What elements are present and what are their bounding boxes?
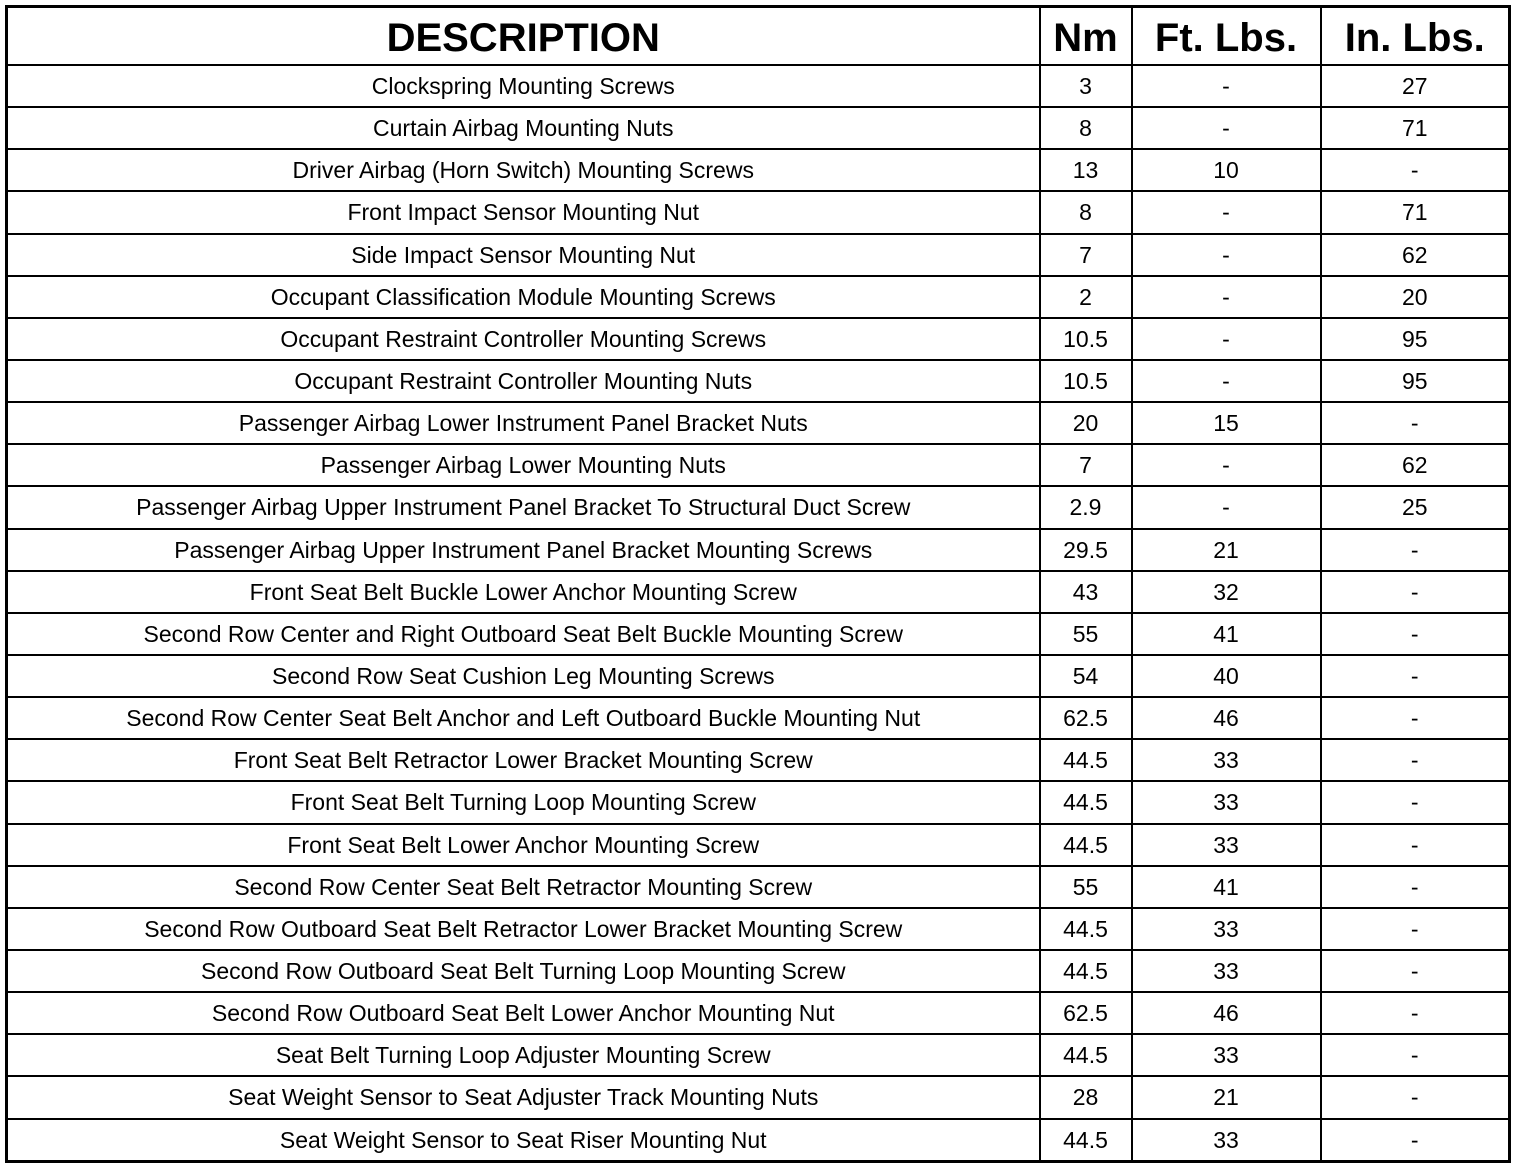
nm-cell: 62.5 — [1040, 697, 1132, 739]
table-row — [7, 149, 1510, 191]
ft-lbs-cell: 33 — [1132, 950, 1321, 992]
table-row — [7, 655, 1510, 697]
nm-cell: 44.5 — [1040, 908, 1132, 950]
in-lbs-cell: - — [1321, 529, 1510, 571]
description-cell: Second Row Center Seat Belt Retractor Mounting Screw — [7, 866, 1040, 908]
ft-lbs-cell: 15 — [1132, 402, 1321, 444]
table-header — [7, 7, 1510, 66]
in-lbs-cell: - — [1321, 992, 1510, 1034]
in-lbs-cell: 62 — [1321, 234, 1510, 276]
table-row — [7, 402, 1510, 444]
nm-cell: 2.9 — [1040, 486, 1132, 528]
ft-lbs-cell: 32 — [1132, 571, 1321, 613]
nm-cell: 7 — [1040, 234, 1132, 276]
description-cell: Clockspring Mounting Screws — [7, 65, 1040, 107]
description-cell: Seat Belt Turning Loop Adjuster Mounting Screw — [7, 1034, 1040, 1076]
table-row — [7, 571, 1510, 613]
in-lbs-cell: - — [1321, 781, 1510, 823]
table-row — [7, 1076, 1510, 1118]
nm-cell: 44.5 — [1040, 950, 1132, 992]
ft-lbs-cell: 46 — [1132, 992, 1321, 1034]
nm-cell: 43 — [1040, 571, 1132, 613]
in-lbs-cell: 62 — [1321, 444, 1510, 486]
in-lbs-cell: 95 — [1321, 360, 1510, 402]
ft-lbs-cell: 46 — [1132, 697, 1321, 739]
table-row — [7, 950, 1510, 992]
ft-lbs-cell: 41 — [1132, 613, 1321, 655]
in-lbs-cell: - — [1321, 613, 1510, 655]
table-row — [7, 824, 1510, 866]
header-row — [7, 7, 1510, 66]
description-cell: Second Row Outboard Seat Belt Retractor Lower Bracket Mounting Screw — [7, 908, 1040, 950]
description-cell: Occupant Restraint Controller Mounting Screws — [7, 318, 1040, 360]
nm-cell: 29.5 — [1040, 529, 1132, 571]
table-row — [7, 908, 1510, 950]
nm-cell: 13 — [1040, 149, 1132, 191]
in-lbs-cell: 71 — [1321, 107, 1510, 149]
header-in-lbs: In. Lbs. — [1321, 7, 1510, 66]
nm-cell: 44.5 — [1040, 1119, 1132, 1162]
in-lbs-cell: 20 — [1321, 276, 1510, 318]
table-row — [7, 697, 1510, 739]
description-cell: Seat Weight Sensor to Seat Riser Mounting Nut — [7, 1119, 1040, 1162]
description-cell: Driver Airbag (Horn Switch) Mounting Screws — [7, 149, 1040, 191]
table-row — [7, 992, 1510, 1034]
in-lbs-cell: - — [1321, 1119, 1510, 1162]
nm-cell: 10.5 — [1040, 360, 1132, 402]
description-cell: Seat Weight Sensor to Seat Adjuster Track Mounting Nuts — [7, 1076, 1040, 1118]
in-lbs-cell: 71 — [1321, 191, 1510, 233]
ft-lbs-cell: 40 — [1132, 655, 1321, 697]
nm-cell: 3 — [1040, 65, 1132, 107]
table-row — [7, 318, 1510, 360]
ft-lbs-cell: 33 — [1132, 824, 1321, 866]
nm-cell: 44.5 — [1040, 824, 1132, 866]
table-row — [7, 360, 1510, 402]
ft-lbs-cell: - — [1132, 107, 1321, 149]
description-cell: Occupant Classification Module Mounting Screws — [7, 276, 1040, 318]
description-cell: Front Impact Sensor Mounting Nut — [7, 191, 1040, 233]
table-row — [7, 107, 1510, 149]
description-cell: Front Seat Belt Turning Loop Mounting Screw — [7, 781, 1040, 823]
table-row — [7, 444, 1510, 486]
description-cell: Side Impact Sensor Mounting Nut — [7, 234, 1040, 276]
ft-lbs-cell: 10 — [1132, 149, 1321, 191]
ft-lbs-cell: - — [1132, 234, 1321, 276]
nm-cell: 28 — [1040, 1076, 1132, 1118]
table-row — [7, 613, 1510, 655]
in-lbs-cell: - — [1321, 950, 1510, 992]
ft-lbs-cell: - — [1132, 318, 1321, 360]
table-row — [7, 234, 1510, 276]
header-nm: Nm — [1040, 7, 1132, 66]
table-row — [7, 1034, 1510, 1076]
description-cell: Passenger Airbag Lower Mounting Nuts — [7, 444, 1040, 486]
table-row — [7, 866, 1510, 908]
nm-cell: 10.5 — [1040, 318, 1132, 360]
description-cell: Curtain Airbag Mounting Nuts — [7, 107, 1040, 149]
ft-lbs-cell: 33 — [1132, 908, 1321, 950]
in-lbs-cell: - — [1321, 571, 1510, 613]
nm-cell: 20 — [1040, 402, 1132, 444]
description-cell: Front Seat Belt Lower Anchor Mounting Screw — [7, 824, 1040, 866]
description-cell: Front Seat Belt Buckle Lower Anchor Mounting Screw — [7, 571, 1040, 613]
table-row — [7, 486, 1510, 528]
table-row — [7, 276, 1510, 318]
nm-cell: 8 — [1040, 107, 1132, 149]
in-lbs-cell: - — [1321, 908, 1510, 950]
table-body — [7, 65, 1510, 1162]
ft-lbs-cell: - — [1132, 65, 1321, 107]
ft-lbs-cell: 33 — [1132, 739, 1321, 781]
description-cell: Occupant Restraint Controller Mounting Nuts — [7, 360, 1040, 402]
ft-lbs-cell: - — [1132, 276, 1321, 318]
ft-lbs-cell: 21 — [1132, 1076, 1321, 1118]
table-row — [7, 65, 1510, 107]
header-ft-lbs: Ft. Lbs. — [1132, 7, 1321, 66]
table-row — [7, 1119, 1510, 1162]
ft-lbs-cell: - — [1132, 486, 1321, 528]
description-cell: Second Row Seat Cushion Leg Mounting Screws — [7, 655, 1040, 697]
description-cell: Second Row Outboard Seat Belt Turning Loop Mounting Screw — [7, 950, 1040, 992]
nm-cell: 44.5 — [1040, 1034, 1132, 1076]
table-row — [7, 529, 1510, 571]
nm-cell: 55 — [1040, 866, 1132, 908]
description-cell: Passenger Airbag Upper Instrument Panel Bracket To Structural Duct Screw — [7, 486, 1040, 528]
table-row — [7, 781, 1510, 823]
in-lbs-cell: - — [1321, 866, 1510, 908]
ft-lbs-cell: 33 — [1132, 781, 1321, 823]
ft-lbs-cell: - — [1132, 360, 1321, 402]
description-cell: Passenger Airbag Lower Instrument Panel Bracket Nuts — [7, 402, 1040, 444]
ft-lbs-cell: 21 — [1132, 529, 1321, 571]
in-lbs-cell: - — [1321, 402, 1510, 444]
table-row — [7, 739, 1510, 781]
in-lbs-cell: 25 — [1321, 486, 1510, 528]
nm-cell: 44.5 — [1040, 739, 1132, 781]
ft-lbs-cell: - — [1132, 444, 1321, 486]
description-cell: Second Row Center and Right Outboard Seat Belt Buckle Mounting Screw — [7, 613, 1040, 655]
description-cell: Front Seat Belt Retractor Lower Bracket Mounting Screw — [7, 739, 1040, 781]
in-lbs-cell: - — [1321, 1034, 1510, 1076]
ft-lbs-cell: - — [1132, 191, 1321, 233]
in-lbs-cell: 95 — [1321, 318, 1510, 360]
nm-cell: 8 — [1040, 191, 1132, 233]
description-cell: Second Row Center Seat Belt Anchor and Left Outboard Buckle Mounting Nut — [7, 697, 1040, 739]
table-row — [7, 191, 1510, 233]
description-cell: Passenger Airbag Upper Instrument Panel Bracket Mounting Screws — [7, 529, 1040, 571]
in-lbs-cell: - — [1321, 1076, 1510, 1118]
description-cell: Second Row Outboard Seat Belt Lower Anchor Mounting Nut — [7, 992, 1040, 1034]
ft-lbs-cell: 41 — [1132, 866, 1321, 908]
nm-cell: 55 — [1040, 613, 1132, 655]
ft-lbs-cell: 33 — [1132, 1119, 1321, 1162]
nm-cell: 62.5 — [1040, 992, 1132, 1034]
in-lbs-cell: - — [1321, 149, 1510, 191]
torque-specifications-table — [5, 5, 1511, 1163]
in-lbs-cell: - — [1321, 697, 1510, 739]
ft-lbs-cell: 33 — [1132, 1034, 1321, 1076]
in-lbs-cell: - — [1321, 655, 1510, 697]
nm-cell: 7 — [1040, 444, 1132, 486]
in-lbs-cell: - — [1321, 824, 1510, 866]
in-lbs-cell: 27 — [1321, 65, 1510, 107]
in-lbs-cell: - — [1321, 739, 1510, 781]
nm-cell: 44.5 — [1040, 781, 1132, 823]
nm-cell: 2 — [1040, 276, 1132, 318]
header-description: DESCRIPTION — [7, 7, 1040, 66]
nm-cell: 54 — [1040, 655, 1132, 697]
